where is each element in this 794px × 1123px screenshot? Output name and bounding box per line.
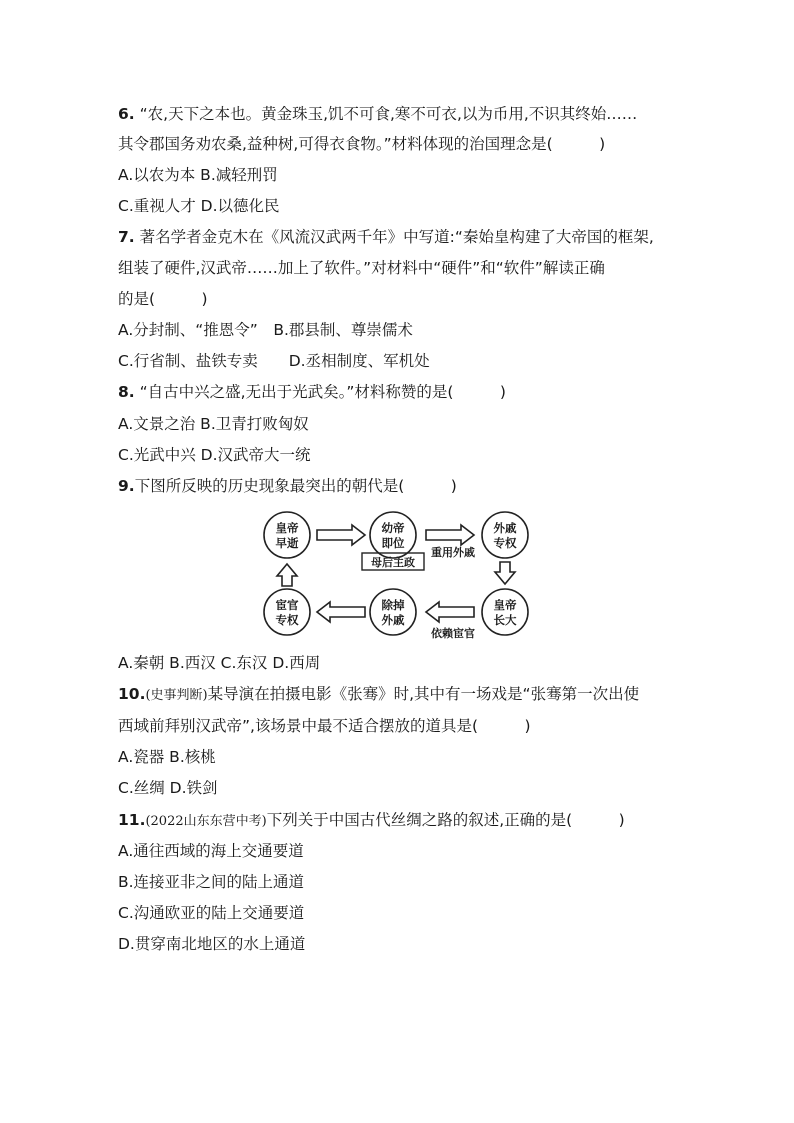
n3-line2: 专权 [493,536,517,550]
q9-options[interactable]: A.秦朝 B.西汉 C.东汉 D.西周 [118,654,321,672]
n4-line1: 皇帝 [493,598,517,612]
q10-stem-line2: 西域前拜别汉武帝”,该场景中最不适合摆放的道具是( ) [118,717,531,735]
dynasty-cycle-diagram [262,509,532,639]
n2-line1: 幼帝 [381,521,405,535]
q7-stem-text-1: 著名学者金克木在《风流汉武两千年》中写道:“秦始皇构建了大帝国的框架, [139,228,654,246]
q8-number: 8. [118,383,135,401]
q8-stem-text-1: “自古中兴之盛,无出于光武矣。”材料称赞的是( ) [139,383,506,401]
box-label: 母后主政 [371,556,415,569]
q7-stem-line1 [118,227,654,249]
q11-stem-text-1: 下列关于中国古代丝绸之路的叙述,正确的是( ) [266,811,625,829]
n3-line1: 外戚 [493,521,517,535]
q9-stem-line1 [118,476,457,498]
q10-number: 10. [118,685,146,703]
arrow-4-to-5 [426,602,474,622]
q11-option-b[interactable]: B.连接亚非之间的陆上通道 [118,873,305,891]
node-eunuch-power [264,589,310,635]
q7-number: 7. [118,228,135,246]
q6-options-cd[interactable]: C.重视人才 D.以德化民 [118,197,280,215]
q6-stem-text-1: “农,天下之本也。黄金珠玉,饥不可食,寒不可衣,以为币用,不识其终始…… [139,105,638,123]
arrow-1-to-2 [317,525,365,545]
q10-stem-text-1: 某导演在拍摄电影《张骞》时,其中有一场戏是“张骞第一次出使 [207,685,640,703]
q10-options-ab[interactable]: A.瓷器 B.核桃 [118,748,216,766]
node-child-emperor [370,512,416,558]
node-remove-consort [370,589,416,635]
q10-options-cd[interactable]: C.丝绸 D.铁剑 [118,779,218,797]
n1-line1: 皇帝 [275,521,299,535]
q7-stem-line3: 的是( ) [118,290,208,308]
q11-option-c[interactable]: C.沟通欧亚的陆上交通要道 [118,904,305,922]
node-emperor-early-death [264,512,310,558]
q8-options-cd[interactable]: C.光武中兴 D.汉武帝大一统 [118,446,311,464]
node-emperor-grown [482,589,528,635]
n5-line1: 除掉 [381,598,405,612]
q6-stem-line2: 其令郡国务劝农桑,益种树,可得衣食物。”材料体现的治国理念是( ) [118,135,606,153]
q6-stem-line1 [118,104,637,126]
q11-stem-line1 [118,810,625,832]
q9-number: 9. [118,477,135,495]
q11-option-a[interactable]: A.通往西域的海上交通要道 [118,842,304,860]
label-rely-consort: 重用外戚 [431,546,475,559]
n1-line2: 早逝 [275,536,299,550]
n6-line2: 专权 [275,613,299,627]
q6-options-ab[interactable]: A.以农为本 B.减轻刑罚 [118,166,278,184]
q7-options-ab[interactable]: A.分封制、“推恩令” B.郡县制、尊崇儒术 [118,321,413,339]
q8-options-ab[interactable]: A.文景之治 B.卫青打败匈奴 [118,415,309,433]
q11-number: 11. [118,811,146,829]
q9-stem-text-1: 下图所反映的历史现象最突出的朝代是( ) [134,477,457,495]
arrow-2-to-3 [426,525,474,545]
q6-number: 6. [118,105,135,123]
q8-stem-line1 [118,382,506,404]
q7-options-cd[interactable]: C.行省制、盐铁专卖 D.丞相制度、军机处 [118,352,430,370]
cycle-diagram-svg [262,509,532,639]
q10-tag: (史事判断) [145,688,208,703]
n4-line2: 长大 [493,613,517,627]
arrow-5-to-6 [317,602,365,622]
q11-option-d[interactable]: D.贯穿南北地区的水上通道 [118,935,306,953]
q10-stem-line1 [118,684,639,706]
arrow-6-to-1 [277,564,297,586]
q11-tag: (2022山东东营中考) [145,814,267,829]
q7-stem-line2: 组装了硬件,汉武帝……加上了软件。”对材料中“硬件”和“软件”解读正确 [118,259,605,277]
n2-line2: 即位 [381,536,405,550]
n6-line1: 宦官 [275,598,299,612]
arrow-3-to-4 [495,562,515,584]
n5-line2: 外戚 [381,613,405,627]
node-consort-power [482,512,528,558]
label-rely-eunuch: 依赖宦官 [431,627,475,639]
